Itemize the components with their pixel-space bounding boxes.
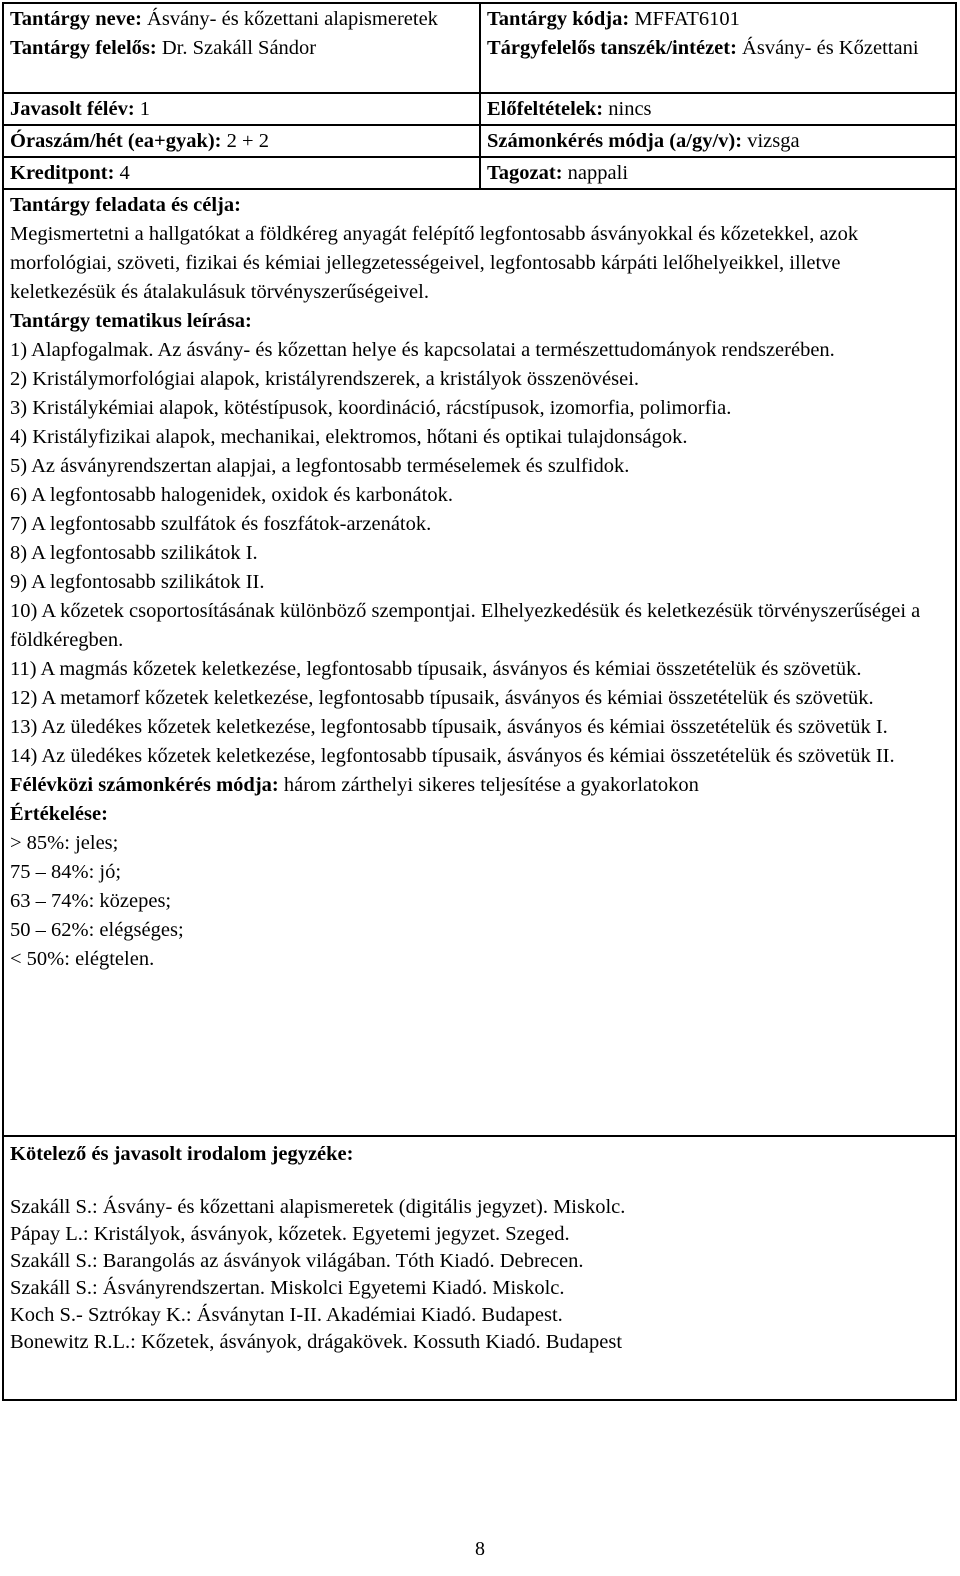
topic-item: 3) Kristálykémiai alapok, kötéstípusok, koordináció, rácstípusok, izomorfia, polimorfia. bbox=[10, 397, 732, 419]
body-row bbox=[3, 189, 956, 1136]
literature-item: Koch S.- Sztrókay K.: Ásványtan I-II. Akadémiai Kiadó. Budapest. bbox=[10, 1304, 563, 1326]
course-table bbox=[2, 2, 957, 1401]
topic-item: 12) A metamorf kőzetek keletkezése, legfontosabb típusaik, ásványos és kémiai összetételük és szövetük. bbox=[10, 687, 874, 709]
topic-item: 8) A legfontosabb szilikátok I. bbox=[10, 542, 258, 564]
hours-label: Óraszám/hét (ea+gyak): bbox=[10, 130, 222, 152]
header-row-3 bbox=[3, 125, 956, 157]
exam-type-value: vizsga bbox=[747, 130, 800, 152]
midterm-label: Félévközi számonkérés módja: bbox=[10, 774, 279, 796]
body-cell bbox=[3, 189, 956, 1136]
literature-item: Pápay L.: Kristályok, ásványok, kőzetek. Egyetemi jegyzet. Szeged. bbox=[10, 1223, 570, 1245]
literature-item: Bonewitz R.L.: Kőzetek, ásványok, drágakövek. Kossuth Kiadó. Budapest bbox=[10, 1331, 623, 1353]
topic-item: 4) Kristályfizikai alapok, mechanikai, elektromos, hőtani és optikai tulajdonságok. bbox=[10, 426, 688, 448]
topic-item: 5) Az ásványrendszertan alapjai, a legfontosabb terméselemek és szulfidok. bbox=[10, 455, 630, 477]
semester-cell bbox=[3, 93, 480, 125]
code-value: MFFAT6101 bbox=[634, 8, 740, 30]
literature-item: Szakáll S.: Ásvány- és kőzettani alapismeretek (digitális jegyzet). Miskolc. bbox=[10, 1196, 626, 1218]
prereq-value: nincs bbox=[608, 98, 652, 120]
topic-item: 14) Az üledékes kőzetek keletkezése, legfontosabb típusaik, ásványos és kémiai összetételük és szövetük II. bbox=[10, 745, 895, 767]
semester-value: 1 bbox=[139, 98, 151, 120]
header-row-2 bbox=[3, 93, 956, 125]
topics-heading: Tantárgy tematikus leírása: bbox=[10, 310, 252, 332]
responsible-label: Tantárgy felelős: bbox=[10, 37, 157, 59]
department-value: Ásvány- és Kőzettani bbox=[742, 37, 919, 59]
goal-text: Megismertetni a hallgatókat a földkéreg anyagát felépítő legfontosabb ásványokkal és kőzetekkel, azok morfológiai, szöveti, fizikai és kémiai jellegzetességeivel, legfontosabb kárpáti lelőhelyeikkel, illetve keletkezésük és átalakulásuk törvényszerűségeivel. bbox=[10, 223, 859, 303]
topic-item: 1) Alapfogalmak. Az ásvány- és kőzettan helye és kapcsolatai a természettudományok rendszerében. bbox=[10, 339, 835, 361]
topic-item: 7) A legfontosabb szulfátok és foszfátok-arzenátok. bbox=[10, 513, 432, 535]
responsible-value: Dr. Szakáll Sándor bbox=[161, 37, 317, 59]
subject-cell bbox=[3, 3, 480, 93]
credit-value: 4 bbox=[119, 162, 130, 184]
grading-heading: Értékelése: bbox=[10, 803, 108, 825]
midterm-line bbox=[10, 771, 949, 800]
spacer bbox=[10, 1168, 949, 1194]
literature-cell bbox=[3, 1136, 956, 1400]
code-label: Tantárgy kódja: bbox=[487, 8, 630, 30]
grade-item: 63 – 74%: közepes; bbox=[10, 890, 172, 912]
code-cell bbox=[480, 3, 956, 93]
grade-item: > 85%: jeles; bbox=[10, 832, 119, 854]
midterm-value: három zárthelyi sikeres teljesítése a gyakorlatokon bbox=[283, 774, 699, 796]
header-row-4 bbox=[3, 157, 956, 189]
mode-cell bbox=[480, 157, 956, 189]
exam-type-label: Számonkérés módja (a/gy/v): bbox=[487, 130, 743, 152]
subject-name-label: Tantárgy neve: bbox=[10, 8, 142, 30]
goal-heading: Tantárgy feladata és célja: bbox=[10, 194, 241, 216]
literature-row bbox=[3, 1136, 956, 1400]
subject-name-value: Ásvány- és kőzettani alapismeretek bbox=[147, 8, 438, 30]
literature-heading: Kötelező és javasolt irodalom jegyzéke: bbox=[10, 1143, 354, 1165]
topic-item: 11) A magmás kőzetek keletkezése, legfontosabb típusaik, ásványos és kémiai összetételük és szövetük. bbox=[10, 658, 862, 680]
grade-item: 50 – 62%: elégséges; bbox=[10, 919, 184, 941]
credit-label: Kreditpont: bbox=[10, 162, 115, 184]
mode-label: Tagozat: bbox=[487, 162, 563, 184]
hours-value: 2 + 2 bbox=[226, 130, 269, 152]
literature-item: Szakáll S.: Barangolás az ásványok világában. Tóth Kiadó. Debrecen. bbox=[10, 1250, 584, 1272]
topic-item: 6) A legfontosabb halogenidek, oxidok és karbonátok. bbox=[10, 484, 453, 506]
credit-cell bbox=[3, 157, 480, 189]
literature-item: Szakáll S.: Ásványrendszertan. Miskolci Egyetemi Kiadó. Miskolc. bbox=[10, 1277, 565, 1299]
page-number: 8 bbox=[475, 1538, 485, 1560]
topic-item: 10) A kőzetek csoportosításának különböző szempontjai. Elhelyezkedésük és keletkezésük törvényszerűségei a földkéregben. bbox=[10, 600, 921, 651]
mode-value: nappali bbox=[567, 162, 629, 184]
prereq-cell bbox=[480, 93, 956, 125]
header-row-1 bbox=[3, 3, 956, 93]
semester-label: Javasolt félév: bbox=[10, 98, 135, 120]
grade-item: 75 – 84%: jó; bbox=[10, 861, 122, 883]
hours-cell bbox=[3, 125, 480, 157]
department-label: Tárgyfelelős tanszék/intézet: bbox=[487, 37, 737, 59]
topic-item: 9) A legfontosabb szilikátok II. bbox=[10, 571, 265, 593]
topic-item: 13) Az üledékes kőzetek keletkezése, legfontosabb típusaik, ásványos és kémiai összetételük és szövetük I. bbox=[10, 716, 888, 738]
prereq-label: Előfeltételek: bbox=[487, 98, 604, 120]
grade-item: < 50%: elégtelen. bbox=[10, 948, 155, 970]
topic-item: 2) Kristálymorfológiai alapok, kristályrendszerek, a kristályok összenövései. bbox=[10, 368, 640, 390]
exam-type-cell bbox=[480, 125, 956, 157]
